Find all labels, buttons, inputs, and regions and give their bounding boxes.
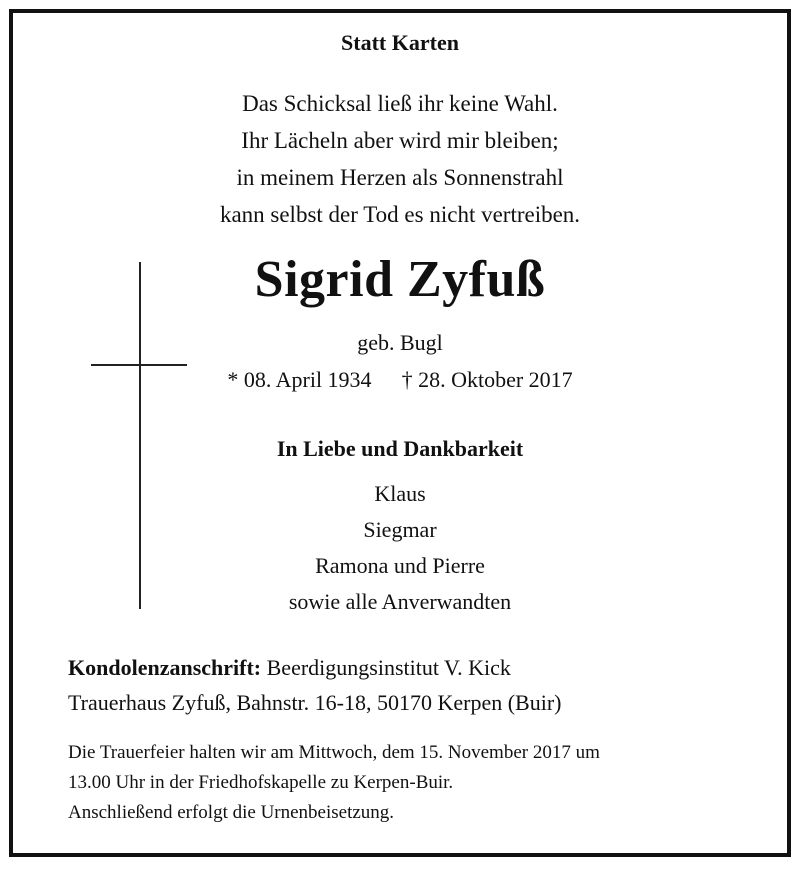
ceremony-line: 13.00 Uhr in der Friedhofskapelle zu Kerpen-Buir. <box>68 772 454 793</box>
cross-icon-bar <box>91 364 187 366</box>
condolence-line-2: Trauerhaus Zyfuß, Bahnstr. 16-18, 50170 Kerpen (Buir) <box>68 690 562 715</box>
thanks-heading: In Liebe und Dankbarkeit <box>276 436 524 461</box>
poem <box>0 85 800 233</box>
condolence-line-1 <box>68 650 768 685</box>
condolence-label: Kondolenzanschrift: <box>68 655 262 680</box>
ceremony-line: Die Trauerfeier halten wir am Mittwoch, dem 15. November 2017 um <box>68 742 600 763</box>
ceremony-info <box>68 738 768 828</box>
condolence-institute: Beerdigungsinstitut V. Kick <box>261 655 511 680</box>
life-dates <box>0 367 800 393</box>
mourner: Ramona und Pierre <box>315 553 485 578</box>
death-date: † 28. Oktober 2017 <box>401 367 573 392</box>
mourners-list <box>0 476 800 620</box>
deceased-name: Sigrid Zyfuß <box>254 251 546 308</box>
poem-line: Ihr Lächeln aber wird mir bleiben; <box>241 128 559 153</box>
ceremony-line: Anschließend erfolgt die Urnenbeisetzung. <box>68 802 395 823</box>
mourner: Klaus <box>374 481 426 506</box>
poem-line: in meinem Herzen als Sonnenstrahl <box>236 165 564 190</box>
condolence-address <box>68 650 768 720</box>
heading: Statt Karten <box>341 30 459 55</box>
poem-line: Das Schicksal ließ ihr keine Wahl. <box>242 91 558 116</box>
mourner: Siegmar <box>363 517 437 542</box>
poem-line: kann selbst der Tod es nicht vertreiben. <box>219 202 581 227</box>
birth-date: * 08. April 1934 <box>227 367 372 392</box>
maiden-name: geb. Bugl <box>357 330 443 355</box>
mourner: sowie alle Anverwandten <box>288 589 512 614</box>
